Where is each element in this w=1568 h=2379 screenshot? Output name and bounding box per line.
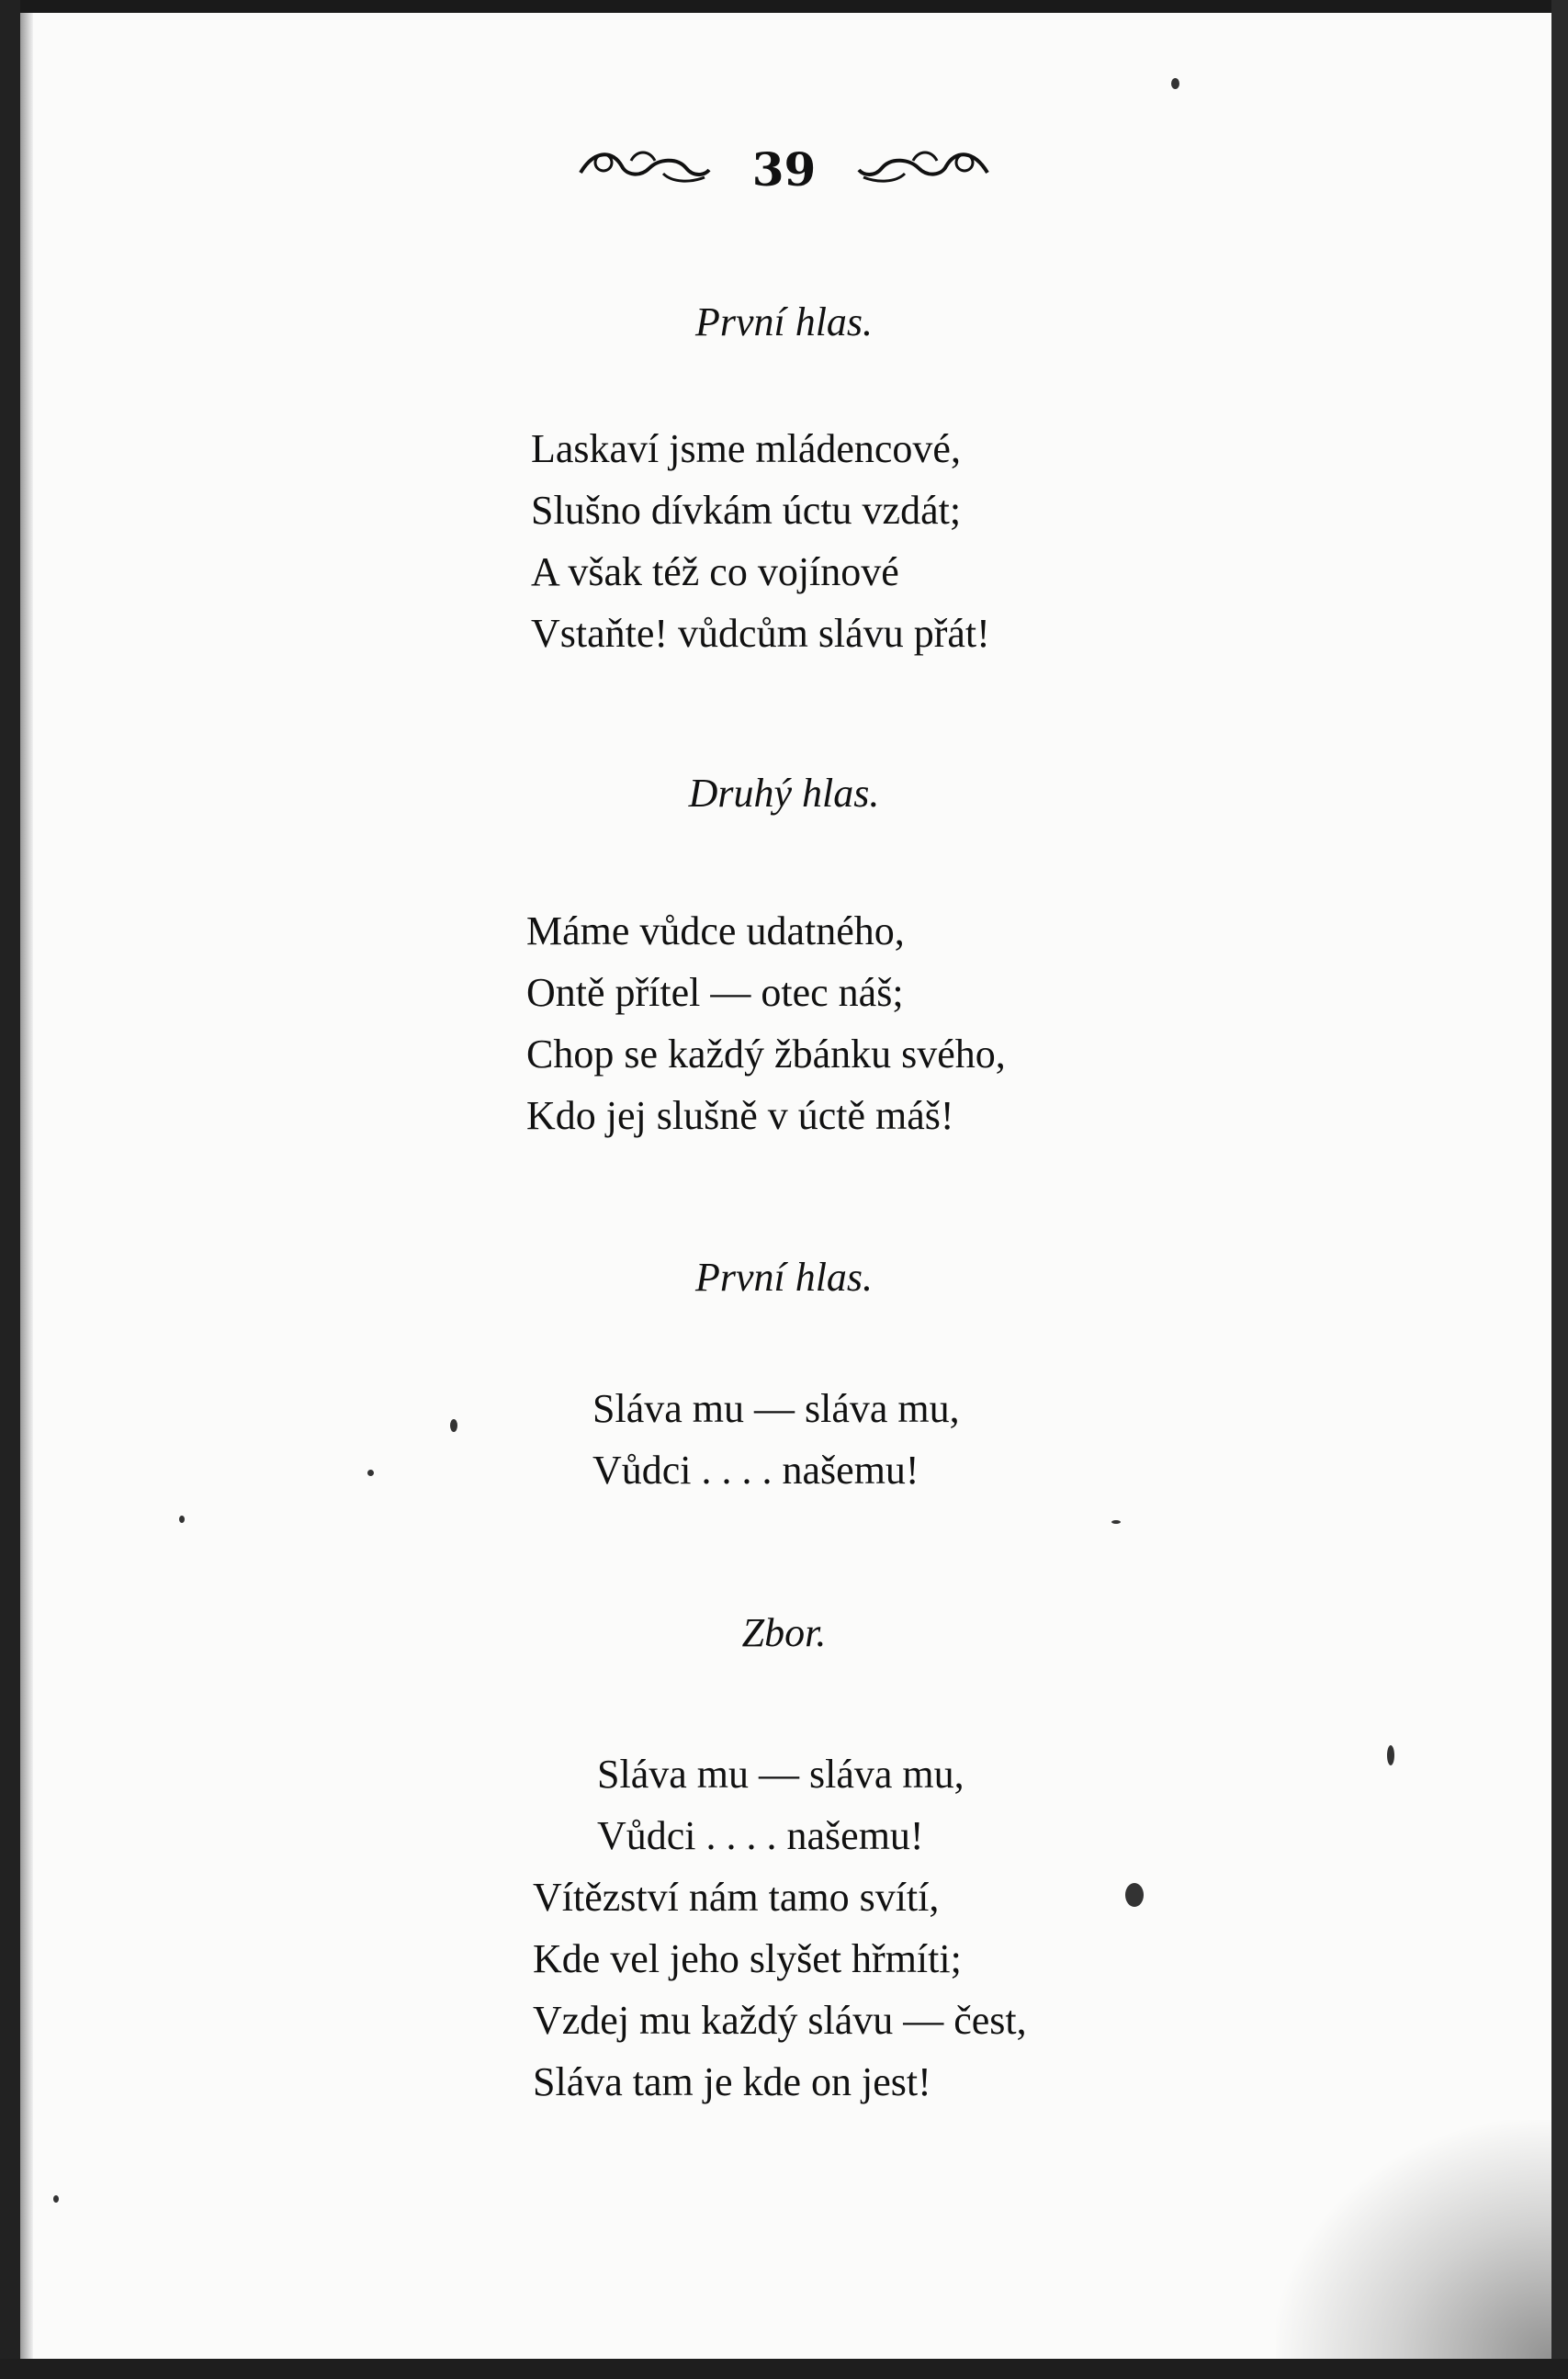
scan-speck (179, 1516, 185, 1523)
verse-line: Máme vůdce udatného, (526, 908, 905, 953)
scan-speck (367, 1470, 374, 1476)
section-heading-first-voice: První hlas. (694, 299, 874, 344)
verse-line: Ontě přítel — otec náš; (526, 970, 904, 1015)
stanza-chorus (533, 1743, 1027, 2113)
verse-line: Chop se každý žbánku svého, (526, 1032, 1006, 1077)
right-ornament-icon (854, 141, 992, 197)
scan-speck (1111, 1520, 1121, 1524)
verse-line: Vůdci . . . . našemu! (597, 1813, 924, 1858)
page-gutter-shadow (20, 13, 33, 2359)
scan-speck (450, 1419, 457, 1432)
verse-line: Vítězství nám tamo svítí, (533, 1875, 940, 1920)
scan-border-left (0, 0, 20, 2379)
scan-border-top (0, 0, 1568, 13)
scan-speck (1125, 1883, 1144, 1907)
verse-line: Vůdci . . . . našemu! (592, 1448, 919, 1493)
verse-line: Kdo jej slušně v úctě máš! (526, 1093, 954, 1138)
verse-line: Sláva tam je kde on jest! (533, 2059, 931, 2104)
left-ornament-icon (576, 141, 714, 197)
page-header (0, 138, 1568, 197)
verse-line: Sláva mu — sláva mu, (592, 1386, 960, 1431)
page-number: 39 (751, 141, 817, 197)
verse-line: A však též co vojínové (531, 549, 899, 594)
stanza-first-voice (531, 418, 990, 664)
page-stain (1276, 2120, 1551, 2359)
section-heading-chorus: Zbor. (741, 1610, 827, 1655)
stanza-second-voice (526, 900, 1006, 1146)
verse-line: Sláva mu — sláva mu, (597, 1752, 964, 1797)
scan-border-right (1551, 0, 1568, 2379)
verse-line: Kde vel jeho slyšet hřmíti; (533, 1936, 962, 1981)
verse-line: Laskaví jsme mládencové, (531, 426, 961, 471)
stanza-first-voice-2 (592, 1378, 960, 1501)
scan-speck (53, 2195, 59, 2203)
scan-border-bottom (0, 2359, 1568, 2379)
verse-line: Vzdej mu každý slávu — čest, (533, 1998, 1027, 2043)
verse-line: Slušno dívkám úctu vzdát; (531, 488, 962, 533)
verse-line: Vstaňte! vůdcům slávu přát! (531, 611, 990, 656)
section-heading-first-voice-2: První hlas. (694, 1255, 874, 1300)
scan-speck (1387, 1745, 1394, 1765)
scan-speck (1171, 78, 1179, 89)
section-heading-second-voice: Druhý hlas. (688, 771, 880, 816)
